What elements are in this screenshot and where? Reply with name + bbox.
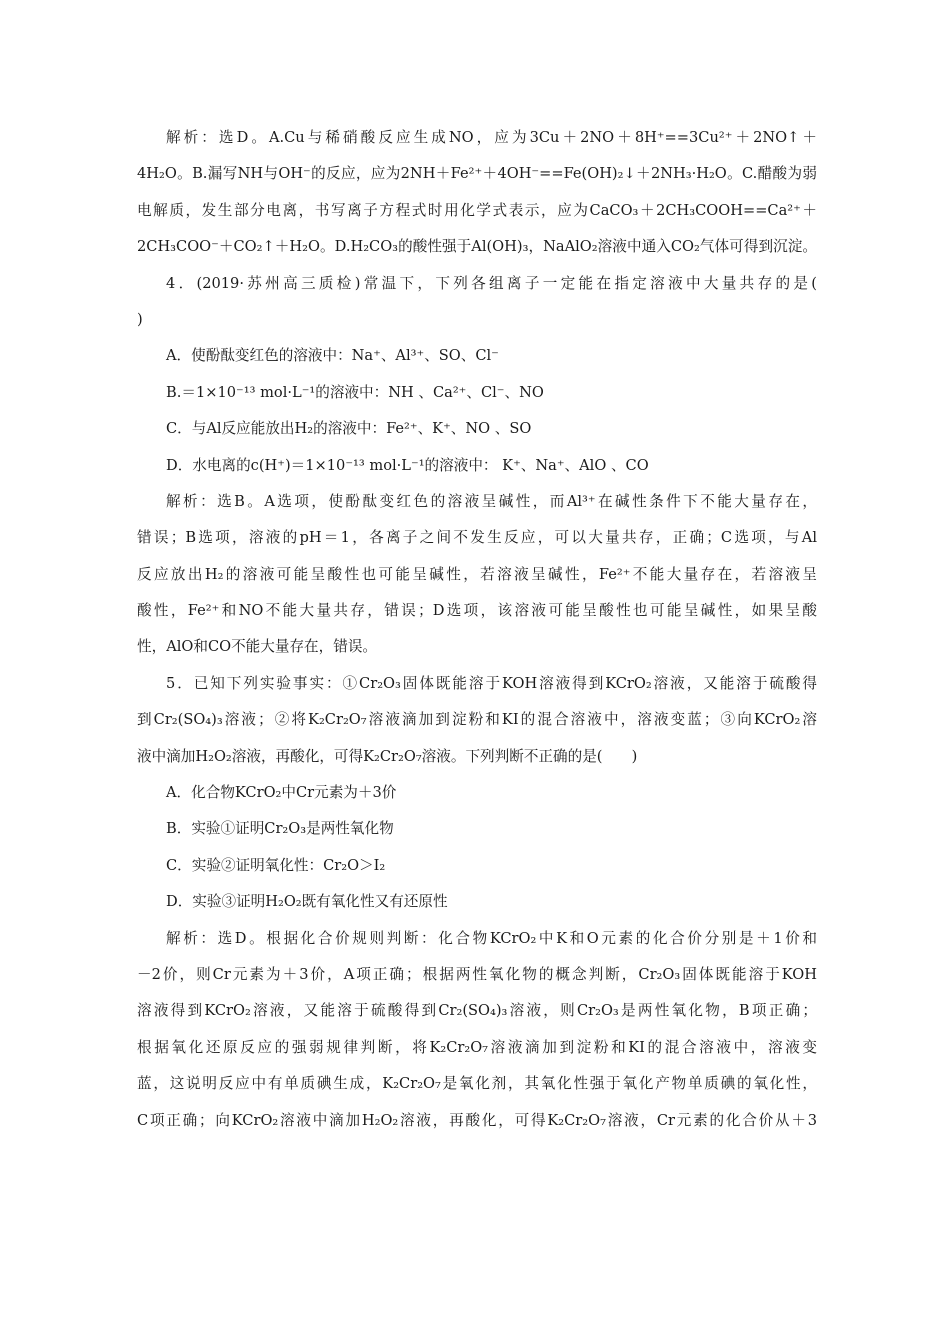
text-line: A．化合物KCrO₂中Cr元素为＋3价 (166, 784, 397, 802)
q5-stem (137, 666, 817, 775)
q3-analysis (137, 120, 817, 266)
text-line: 2CH₃COO⁻＋CO₂↑＋H₂O。D.H₂CO₃的酸性强于Al(OH)₃，NaAlO₂溶液中通入CO₂气体可得到沉淀。 (137, 238, 817, 256)
text-line: 性，AlO和CO不能大量存在，错误。 (137, 638, 378, 656)
text-line: C．实验②证明氧化性：Cr₂O＞I₂ (166, 856, 386, 874)
text-line: A．使酚酞变红色的溶液中：Na⁺、Al³⁺、SO、Cl⁻ (166, 347, 499, 365)
text-line: 液中滴加H₂O₂溶液，再酸化，可得K₂Cr₂O₇溶液。下列判断不正确的是( ) (137, 747, 638, 765)
text-line: D．水电离的c(H⁺)＝1×10⁻¹³ mol·L⁻¹的溶液中： K⁺、Na⁺、AlO 、CO (166, 456, 649, 474)
text-line: B．实验①证明Cr₂O₃是两性氧化物 (166, 820, 394, 838)
text-line: 解析：选B。A选项，使酚酞变红色的溶液呈碱性，而Al³⁺在碱性条件下不能大量存在， (166, 492, 817, 510)
text-line: 解析：选D。A.Cu与稀硝酸反应生成NO，应为3Cu＋2NO＋8H⁺==3Cu²⁺＋2NO↑＋ (166, 129, 817, 146)
text-line: C项正确；向KCrO₂溶液中滴加H₂O₂溶液，再酸化，可得K₂Cr₂O₇溶液，Cr元素的化合价从＋3 (137, 1111, 817, 1129)
text-line: 蓝，这说明反应中有单质碘生成，K₂Cr₂O₇是氧化剂，其氧化性强于氧化产物单质碘的氧化性， (137, 1075, 817, 1093)
text-line: ) (137, 310, 143, 328)
text-line: 5．已知下列实验事实：①Cr₂O₃固体既能溶于KOH溶液得到KCrO₂溶液，又能溶于硫酸得 (166, 674, 817, 692)
text-line: 电解质，发生部分电离，书写离子方程式时用化学式表示，应为CaCO₃＋2CH₃COOH==Ca²⁺＋ (137, 201, 817, 219)
text-line: B.＝1×10⁻¹³ mol·L⁻¹的溶液中：NH 、Ca²⁺、Cl⁻、NO (166, 383, 544, 401)
text-line: C．与Al反应能放出H₂的溶液中：Fe²⁺、K⁺、NO 、SO (166, 420, 532, 438)
q5-options (137, 775, 817, 921)
q4-stem (137, 266, 817, 339)
text-line: 4H₂O。B.漏写NH与OH⁻的反应，应为2NH＋Fe²⁺＋4OH⁻==Fe(OH)₂↓＋2NH₃·H₂O。C.醋酸为弱 (137, 165, 817, 183)
text-line: 反应放出H₂的溶液可能呈酸性也可能呈碱性，若溶液呈碱性，Fe²⁺不能大量存在，若溶液呈 (137, 565, 817, 583)
text-line: 溶液得到KCrO₂溶液，又能溶于硫酸得到Cr₂(SO₄)₃溶液，则Cr₂O₃是两性氧化物，B项正确； (137, 1002, 817, 1020)
document-body (137, 120, 817, 1139)
q4-options (137, 338, 817, 484)
q4-analysis (137, 484, 817, 666)
text-line: 酸性，Fe²⁺和NO不能大量共存，错误；D选项，该溶液可能呈酸性也可能呈碱性，如果呈酸 (137, 602, 817, 620)
text-line: 根据氧化还原反应的强弱规律判断，将K₂Cr₂O₇溶液滴加到淀粉和KI的混合溶液中，溶液变 (137, 1038, 817, 1056)
text-line: 4．(2019·苏州高三质检)常温下，下列各组离子一定能在指定溶液中大量共存的是( (166, 274, 817, 292)
text-line: D．实验③证明H₂O₂既有氧化性又有还原性 (166, 893, 448, 911)
text-line: 到Cr₂(SO₄)₃溶液；②将K₂Cr₂O₇溶液滴加到淀粉和KI的混合溶液中，溶液变蓝；③向KCrO₂溶 (137, 711, 817, 729)
text-line: －2价，则Cr元素为＋3价，A项正确；根据两性氧化物的概念判断，Cr₂O₃固体既能溶于KOH (137, 965, 817, 983)
text-line: 错误；B选项，溶液的pH＝1，各离子之间不发生反应，可以大量共存，正确；C选项，与Al (137, 529, 817, 547)
q5-analysis (137, 921, 817, 1139)
text-line: 解析：选D。根据化合价规则判断：化合物KCrO₂中K和O元素的化合价分别是＋1价和 (166, 929, 817, 947)
